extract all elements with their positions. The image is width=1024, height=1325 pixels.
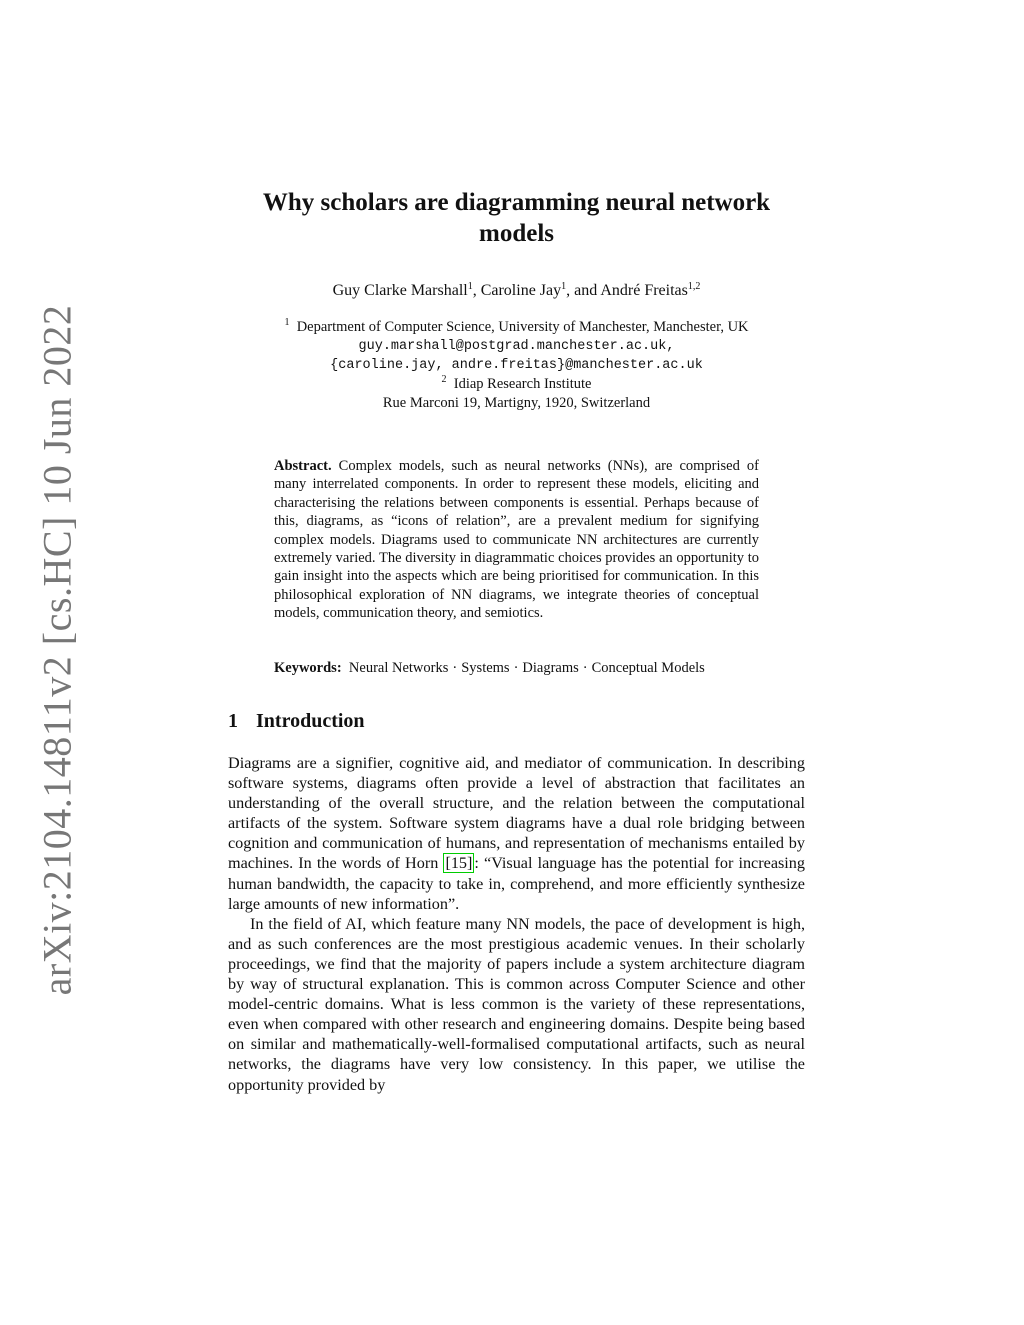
affiliation-address: Rue Marconi 19, Martigny, 1920, Switzerland	[382, 395, 651, 411]
author-affiliation-mark: 1,2	[687, 281, 701, 292]
affiliation-1	[228, 318, 805, 337]
paragraph	[228, 753, 805, 914]
keyword: Diagrams	[522, 660, 579, 676]
paper-title: Why scholars are diagramming neural network models	[262, 189, 771, 247]
paragraph: In the field of AI, which feature many NN models, the pace of development is high, and as such conferences are the most prestigious academic venues. In their scholarly proceedings, we find that the majority of papers include a system architecture diagram by way of structural explanation. This is common across Computer Science and other model-centric domains. What is less common is the variety of these representations, even when compared with other research and engineering domains. Despite being based on similar and mathematically-well-formalised computational artifacts, such as neural networks, the diagrams have very low consistency. In this paper, we utilise the opportunity provided by	[228, 914, 805, 1094]
author-name: Caroline Jay	[480, 282, 562, 299]
paragraph-text: : “Visual language has the potential for increasing human bandwidth, the capacity to take in, comprehend, and more efficiently synthesize large amounts of new information”.	[228, 854, 805, 913]
affiliations	[228, 318, 805, 413]
affiliation-name: Idiap Research Institute	[453, 376, 592, 392]
affiliation-mark: 2	[441, 374, 447, 385]
section-body	[228, 753, 805, 1095]
author-affiliation-mark: 1	[561, 281, 567, 292]
abstract-label: Abstract.	[274, 458, 332, 474]
keyword-separator: ·	[513, 660, 519, 676]
abstract-text: Complex models, such as neural networks (NNs), are comprised of many interrelated components. In order to represent these models, eliciting and characterising the relations between components is essential. Perhaps because of this, diagrams, as “icons of relation”, are a prevalent medium for signifying complex models. Diagrams used to communicate NN architectures are currently extremely varied. The diversity in diagrammatic choices provides an opportunity to gain insight into the aspects which are being prioritised for communication. In this philosophical exploration of NN diagrams, we integrate theories of conceptual models, communication theory, and semiotics.	[274, 458, 760, 622]
keyword: Conceptual Models	[591, 660, 705, 676]
author-list	[228, 282, 805, 300]
affiliation-2	[228, 375, 805, 394]
keywords-label: Keywords:	[274, 660, 342, 676]
email-line-2: {caroline.jay, andre.freitas}@manchester.ac.uk	[330, 358, 703, 373]
keyword-separator: ·	[452, 660, 458, 676]
section-number: 1	[228, 710, 238, 732]
keywords	[274, 659, 759, 677]
paragraph-text: Diagrams are a signifier, cognitive aid, and mediator of communication. In describing software systems, diagrams often provide a level of abstraction that facilitates an understanding of the overall structure, and the relation between the computational artifacts of the system. Software system diagrams have a dual role bridging between cognition and communication of humans, and representation of mechanisms entailed by machines. In the words of Horn	[228, 754, 805, 873]
author-name: Guy Clarke Marshall	[332, 282, 468, 299]
citation-link[interactable]: [15]	[445, 854, 473, 873]
affiliation-mark: 1	[284, 317, 290, 328]
author-separator: ,	[472, 282, 481, 299]
keyword: Systems	[461, 660, 510, 676]
keyword: Neural Networks	[348, 660, 449, 676]
email-line-1: guy.marshall@postgrad.manchester.ac.uk,	[358, 339, 675, 354]
author-name: André Freitas	[600, 282, 688, 299]
author-affiliation-mark: 1	[467, 281, 473, 292]
section-heading	[228, 710, 805, 733]
abstract	[274, 457, 759, 623]
arxiv-identifier-stamp: arXiv:2104.14811v2 [cs.HC] 10 Jun 2022	[34, 304, 80, 996]
keyword-separator: ·	[582, 660, 588, 676]
section-title: Introduction	[256, 710, 365, 732]
author-separator: , and	[566, 282, 601, 299]
affiliation-text: Department of Computer Science, University of Manchester, Manchester, UK	[296, 319, 749, 335]
